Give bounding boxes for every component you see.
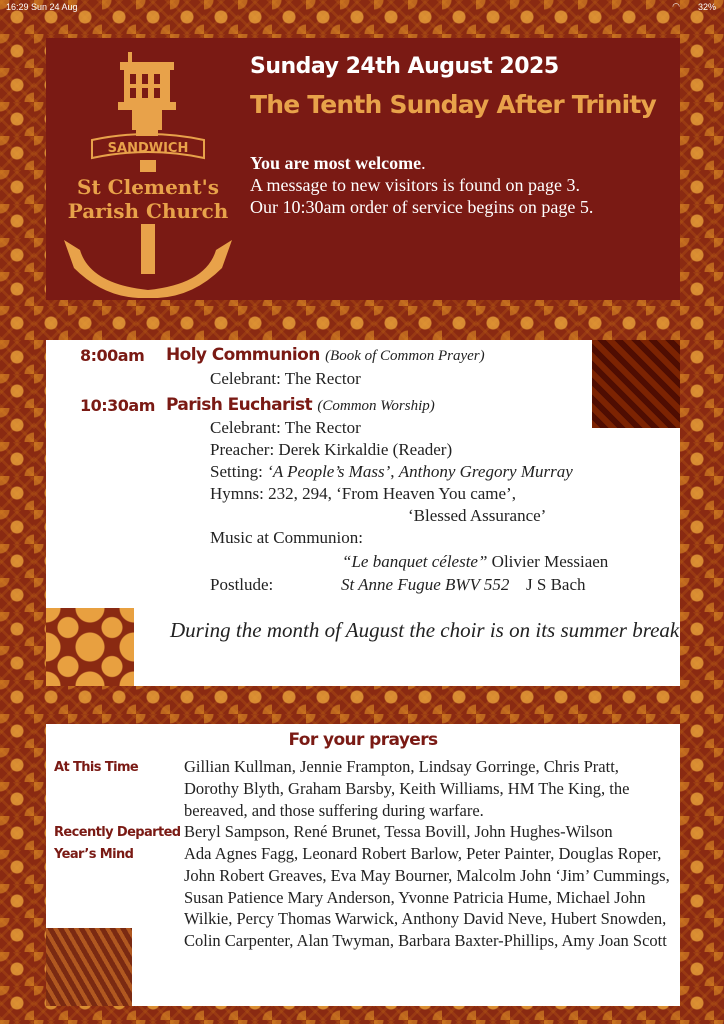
years-mind-label: Year’s Mind — [54, 847, 134, 862]
recently-departed-list: Beryl Sampson, René Brunet, Tessa Bovill, John Hughes-Wilson — [184, 822, 613, 841]
hymns-list: Hymns: 232, 294, ‘From Heaven You came’, — [210, 484, 516, 503]
status-time: 16:29 Sun 24 Aug — [6, 2, 78, 12]
status-bar — [0, 0, 724, 14]
church-anchor-logo — [50, 44, 246, 298]
services-panel — [46, 340, 680, 686]
postlude-label: Postlude: — [210, 575, 274, 594]
liturgical-day-title: The Tenth Sunday After Trinity — [250, 90, 657, 119]
postlude-composer: J S Bach — [526, 575, 586, 594]
welcome-bold-text: You are most welcome — [250, 153, 422, 173]
choir-break-notice: During the month of August the choir is on its summer break — [170, 618, 680, 642]
service-sheet-header — [46, 38, 680, 300]
logo-church-line1: St Clement's — [77, 175, 219, 199]
parish-eucharist-celebrant: Celebrant: The Rector — [210, 418, 361, 437]
hymns-list-continued: ‘Blessed Assurance’ — [408, 506, 547, 525]
decorative-tile — [46, 928, 132, 1006]
postlude-work: St Anne Fugue BWV 552 — [341, 575, 510, 594]
at-this-time-list: Gillian Kullman, Jennie Frampton, Lindsay Gorringe, Chris Pratt, Dorothy Blyth, Graham Barsby, Keith Williams, HM The King, the bereaved, and those suffering during warfare. — [184, 757, 630, 820]
prayers-panel — [46, 724, 680, 1006]
communion-music-label: Music at Communion: — [210, 528, 363, 547]
holy-communion-celebrant: Celebrant: The Rector — [210, 369, 361, 388]
parish-eucharist-preacher: Preacher: Derek Kirkaldie (Reader) — [210, 440, 453, 459]
wifi-icon: ◠ — [672, 1, 680, 11]
parish-eucharist-time: 10:30am — [80, 396, 155, 415]
communion-music: “Le banquet céleste” Olivier Messiaen — [342, 552, 609, 571]
holy-communion-note: (Book of Common Prayer) — [325, 348, 485, 364]
holy-communion-time: 8:00am — [80, 346, 145, 365]
logo-church-line2: Parish Church — [67, 199, 229, 223]
battery-level: 32% — [697, 2, 716, 12]
order-of-service-line: Our 10:30am order of service begins on page 5. — [250, 197, 594, 217]
logo-town-text: SANDWICH — [107, 141, 189, 156]
service-date: Sunday 24th August 2025 — [250, 54, 559, 79]
decorative-tile — [592, 340, 680, 428]
at-this-time-label: At This Time — [54, 760, 139, 775]
welcome-message — [250, 152, 670, 218]
years-mind-list: Ada Agnes Fagg, Leonard Robert Barlow, Peter Painter, Douglas Roper, John Robert Greaves, Eva May Bourner, Malcolm John ‘Jim’ Cummings, Susan Patience Mary Anderson, Yvonne Patricia Hume, Michael John Wilkie, Percy Thomas Warwick, Anthony David Neve, Hubert Snowden, Colin Carpenter, Alan Twyman, Barbara Baxter-Phillips, Amy Joan Scott — [184, 844, 670, 951]
parish-eucharist-note: (Common Worship) — [317, 398, 435, 414]
holy-communion-name: Holy Communion (Book of Common Prayer) — [166, 345, 485, 365]
visitor-message-line: A message to new visitors is found on page 3. — [250, 175, 580, 195]
mass-setting: Setting: ‘A People’s Mass’, Anthony Gregory Murray — [210, 462, 573, 481]
prayers-heading: For your prayers — [288, 730, 438, 750]
parish-eucharist-name: Parish Eucharist (Common Worship) — [166, 395, 435, 415]
decorative-tile — [46, 608, 134, 686]
recently-departed-label: Recently Departed — [54, 825, 181, 840]
welcome-period: . — [421, 153, 426, 173]
